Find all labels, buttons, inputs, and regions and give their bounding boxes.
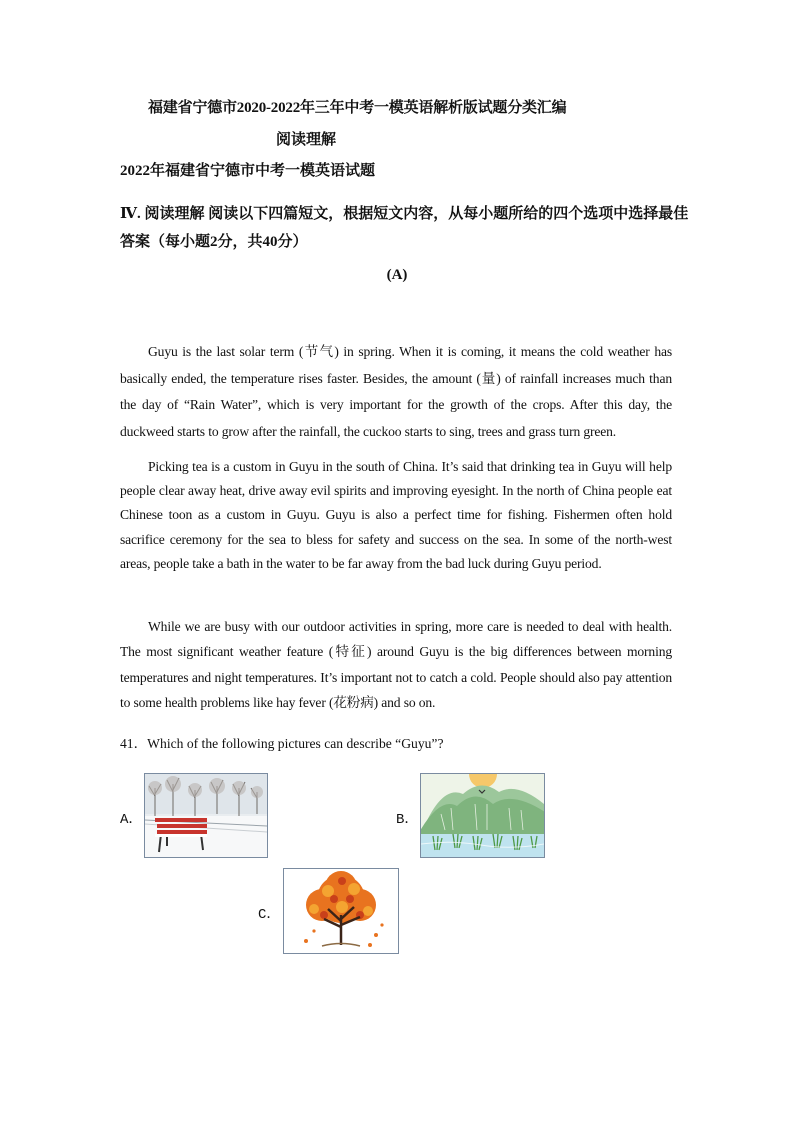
passage-label: (A): [386, 267, 408, 283]
exam-title: 2022年福建省宁德市中考一模英语试题: [120, 163, 376, 179]
document-subtitle: 阅读理解: [276, 132, 337, 148]
passage-paragraph-2: Picking tea is a custom in Guyu in the south of China. It’s said that drinking tea in Guyu will help people clear away heat, drive away evil spirits and improving eyesight. In the north of China people eat Chinese toon as a custom in Guyu. Guyu is also a perfect time for fishing. Fishermen often hold sacrifice ceremony for the sea to bless for safety and success on the sea. In some of the north-west areas, people take a bath in the water to be far away from the bad luck during Guyu period.: [120, 459, 672, 571]
option-a-label: A．: [120, 812, 143, 828]
autumn-tree-picture[interactable]: [283, 868, 399, 954]
section-heading: Ⅳ. 阅读理解 阅读以下四篇短文，根据短文内容，从每小题所给的四个选项中选择最佳答案（每小题2分，共40分）: [120, 206, 689, 250]
passage-paragraph-1: Guyu is the last solar term (节气) in spring. When it is coming, it means the cold weather has basically ended, the temperature rises faster. Besides, the amount (量) of rainfall increases much than the day of “Rain Water”, which is very important for the growth of the crops. After this day, the duckweed starts to grow after the rainfall, the cuckoo starts to sing, trees and grass turn green.: [120, 344, 672, 439]
option-b-label: B．: [396, 812, 419, 828]
document-title: 福建省宁德市2020-2022年三年中考一模英语解析版试题分类汇编: [148, 100, 567, 116]
question-41: 41．Which of the following pictures can describe “Guyu”?: [120, 736, 444, 751]
option-c-label: C．: [258, 907, 281, 923]
passage-paragraph-3: While we are busy with our outdoor activities in spring, more care is needed to deal with health. The most significant weather feature (特征) around Guyu is the big differences between morning temperatures and night temperatures. It’s important not to catch a cold. People should also pay attention to some health problems like hay fever (花粉病) and so on.: [120, 619, 672, 711]
snowy-park-bench-picture[interactable]: [144, 773, 268, 858]
green-hills-rice-field-picture[interactable]: [420, 773, 545, 858]
